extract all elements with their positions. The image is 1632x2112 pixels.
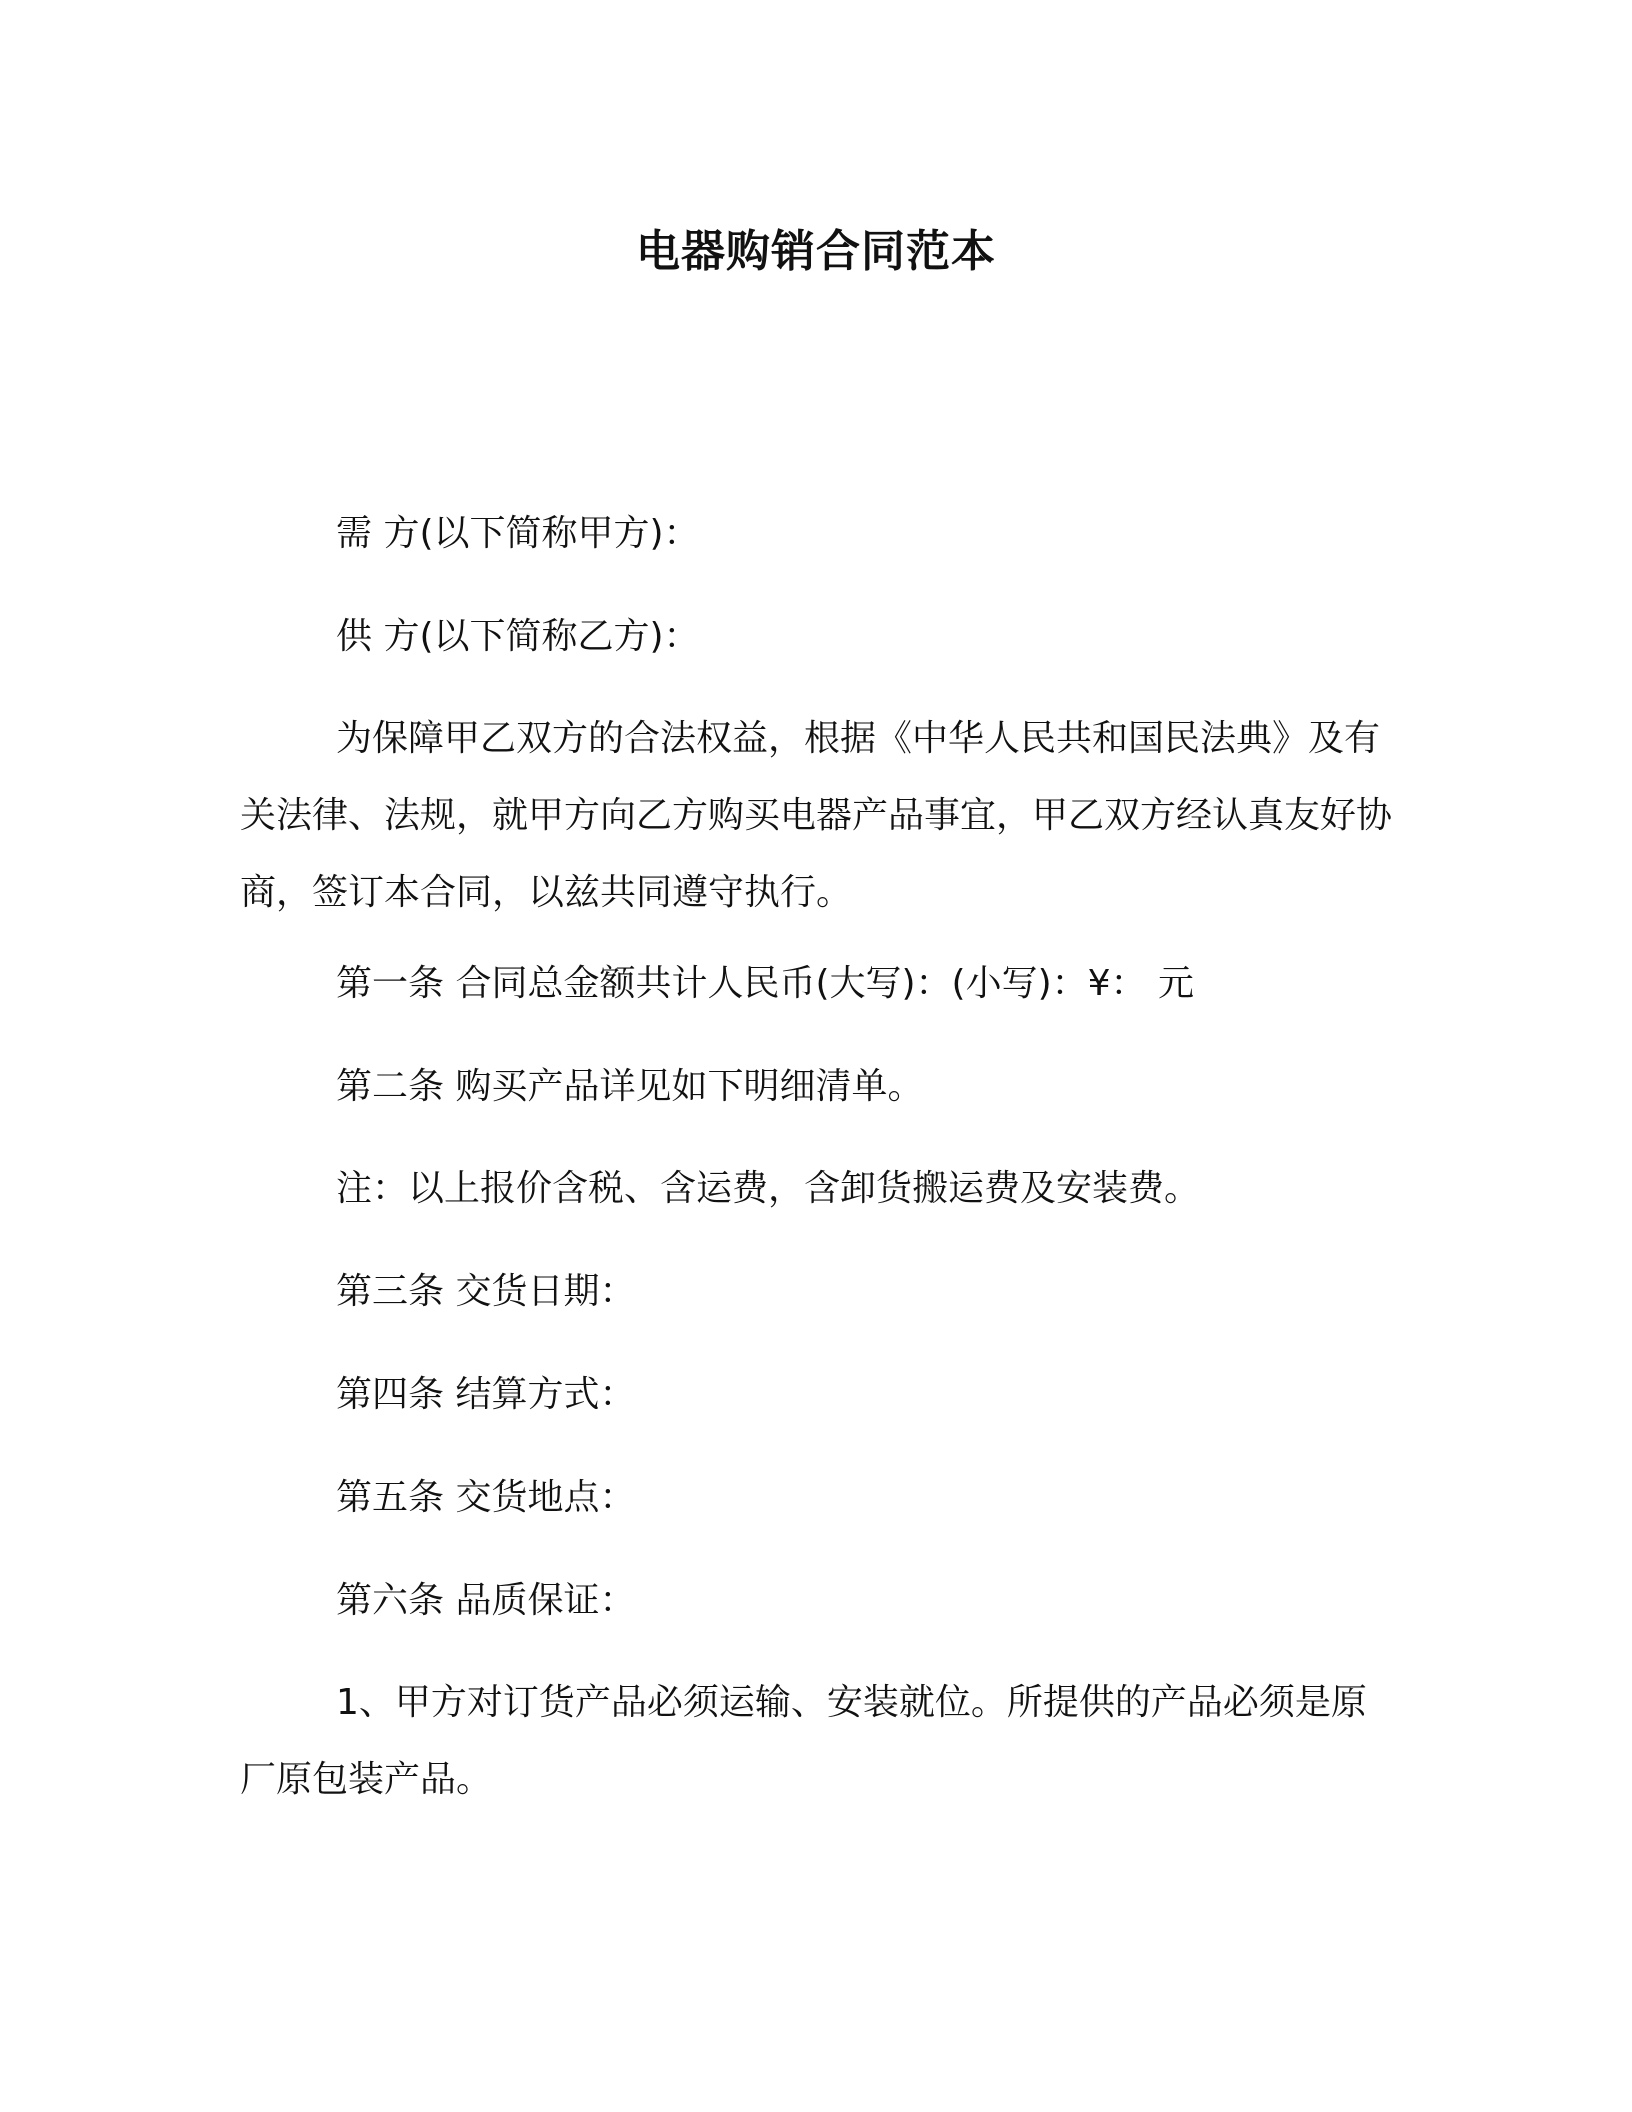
article-6-item-1: 1、甲方对订货产品必须运输、安装就位。所提供的产品必须是原厂原包装产品。	[240, 1682, 1367, 1800]
article-4: 第四条 结算方式：	[336, 1374, 636, 1415]
buyer-line: 需 方(以下简称甲方)：	[336, 513, 700, 554]
seller-line: 供 方(以下简称乙方)：	[336, 616, 700, 657]
preamble-paragraph: 为保障甲乙双方的合法权益，根据《中华人民共和国民法典》及有关法律、法规，就甲方向乙方购买电器产品事宜，甲乙双方经认真友好协商，签订本合同，以兹共同遵守执行。	[240, 718, 1393, 913]
article-6: 第六条 品质保证：	[336, 1580, 636, 1621]
document-title: 电器购销合同范本	[636, 226, 996, 277]
article-2: 第二条 购买产品详见如下明细清单。	[336, 1066, 924, 1107]
price-note: 注：以上报价含税、含运费，含卸货搬运费及安装费。	[336, 1168, 1201, 1209]
article-3: 第三条 交货日期：	[336, 1271, 636, 1312]
article-1: 第一条 合同总金额共计人民币(大写)：(小写)：¥： 元	[336, 963, 1194, 1004]
article-5: 第五条 交货地点：	[336, 1477, 636, 1518]
